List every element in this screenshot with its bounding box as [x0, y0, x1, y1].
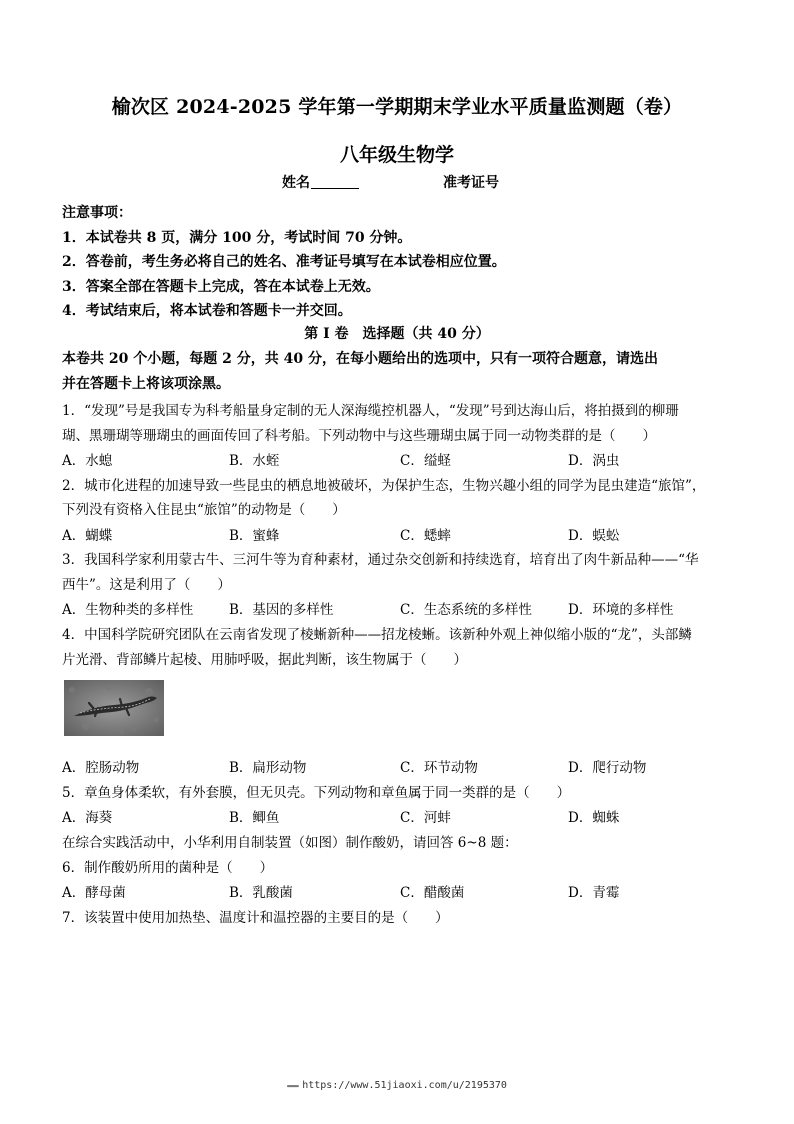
question-text: 4．中国科学院研究团队在云南省发现了棱蜥新种——招龙棱蜥。该新种外观上神似缩小版的“龙”，头部鳞 — [62, 627, 692, 643]
option-a: A．酵母菌 — [62, 885, 126, 901]
question-text: 西牛”。这是利用了（ ） — [62, 577, 231, 593]
option-b: B．扁形动物 — [229, 760, 307, 776]
option-c: C．蟋蟀 — [400, 528, 451, 544]
option-c: C．缢蛏 — [400, 453, 451, 469]
option-c: C．河蚌 — [400, 810, 451, 826]
question-text: 1．“发现”号是我国专为科考船量身定制的无人深海缆控机器人，“发现”号到达海山后，将拍摄到的柳珊 — [62, 403, 679, 419]
option-d: D．蜘蛛 — [568, 810, 620, 826]
option-a: A．生物种类的多样性 — [62, 602, 194, 618]
footer-mark: ▬▬▬ — [287, 1082, 299, 1090]
question-text: 3．我国科学家利用蒙古牛、三河牛等为育种素材，通过杂交创新和持续选育，培育出了肉牛新品种——“华 — [62, 552, 699, 568]
option-c: C．醋酸菌 — [400, 885, 465, 901]
section-instructions: 本卷共 20 个小题，每题 2 分，共 40 分，在每小题给出的选项中，只有一项符合题意，请选出 — [62, 351, 658, 367]
footer-url[interactable]: https://www.51jiaoxi.com/u/2195370 — [302, 1080, 507, 1091]
option-b: B．基因的多样性 — [229, 602, 334, 618]
notice-item: 3．答案全部在答题卡上完成，答在本试卷上无效。 — [62, 279, 380, 295]
option-b: B．乳酸菌 — [229, 885, 293, 901]
subject-title: 八年级生物学 — [339, 144, 454, 166]
option-a: A．腔肠动物 — [62, 760, 140, 776]
question-text: 5．章鱼身体柔软，有外套膜，但无贝壳。下列动物和章鱼属于同一类群的是（ ） — [62, 785, 571, 801]
question-options — [62, 756, 752, 774]
name-blank — [311, 174, 359, 189]
question-options — [62, 806, 752, 824]
option-c: C．生态系统的多样性 — [400, 602, 532, 618]
question-text: 瑚、黑珊瑚等珊瑚虫的画面传回了科考船。下列动物中与这些珊瑚虫属于同一动物类群的是（ ） — [62, 428, 656, 444]
name-label: 姓名 — [282, 175, 310, 191]
question-text: 2．城市化进程的加速导致一些昆虫的栖息地被破坏，为保护生态，生物兴趣小组的同学为昆虫建造“旅馆”， — [62, 478, 706, 494]
section-title: 第 I 卷 选择题（共 40 分） — [304, 326, 490, 342]
option-d: D．蜈蚣 — [568, 528, 620, 544]
option-d: D．青霉 — [568, 885, 620, 901]
notice-item: 2．答卷前，考生务必将自己的姓名、准考证号填写在本试卷相应位置。 — [62, 254, 506, 270]
option-b: B．蜜蜂 — [229, 528, 280, 544]
question-options — [62, 449, 752, 467]
question-text: 片光滑、背部鳞片起棱、用肺呼吸，据此判断，该生物属于（ ） — [62, 652, 467, 668]
notice-item: 1．本试卷共 8 页，满分 100 分，考试时间 70 分钟。 — [62, 230, 412, 246]
option-b: B．水蛭 — [229, 453, 280, 469]
option-d: D．环境的多样性 — [568, 602, 674, 618]
lizard-photo — [64, 680, 164, 736]
question-text: 6．制作酸奶所用的菌种是（ ） — [62, 860, 274, 876]
question-options — [62, 598, 752, 616]
question-options — [62, 524, 752, 542]
id-label: 准考证号 — [443, 175, 499, 191]
question-options — [62, 881, 752, 899]
footer — [0, 1080, 794, 1091]
option-d: D．涡虫 — [568, 453, 620, 469]
question-text: 下列没有资格入住昆虫“旅馆”的动物是（ ） — [62, 502, 346, 518]
option-a: A．海葵 — [62, 810, 113, 826]
question-text: 7．该装置中使用加热垫、温度计和温控器的主要目的是（ ） — [62, 910, 449, 926]
exam-title: 榆次区 2024-2025 学年第一学期期末学业水平质量监测题（卷） — [111, 96, 683, 118]
exam-info-line — [282, 172, 499, 192]
option-a: A．蝴蝶 — [62, 528, 113, 544]
section-instructions: 并在答题卡上将该项涂黑。 — [62, 376, 230, 392]
question-group-intro: 在综合实践活动中，小华利用自制装置（如图）制作酸奶，请回答 6~8 题： — [62, 835, 518, 851]
notice-item: 4．考试结束后，将本试卷和答题卡一并交回。 — [62, 303, 352, 319]
option-d: D．爬行动物 — [568, 760, 647, 776]
option-b: B．鲫鱼 — [229, 810, 280, 826]
notice-heading: 注意事项： — [62, 205, 132, 221]
option-c: C．环节动物 — [400, 760, 478, 776]
option-a: A．水螅 — [62, 453, 113, 469]
